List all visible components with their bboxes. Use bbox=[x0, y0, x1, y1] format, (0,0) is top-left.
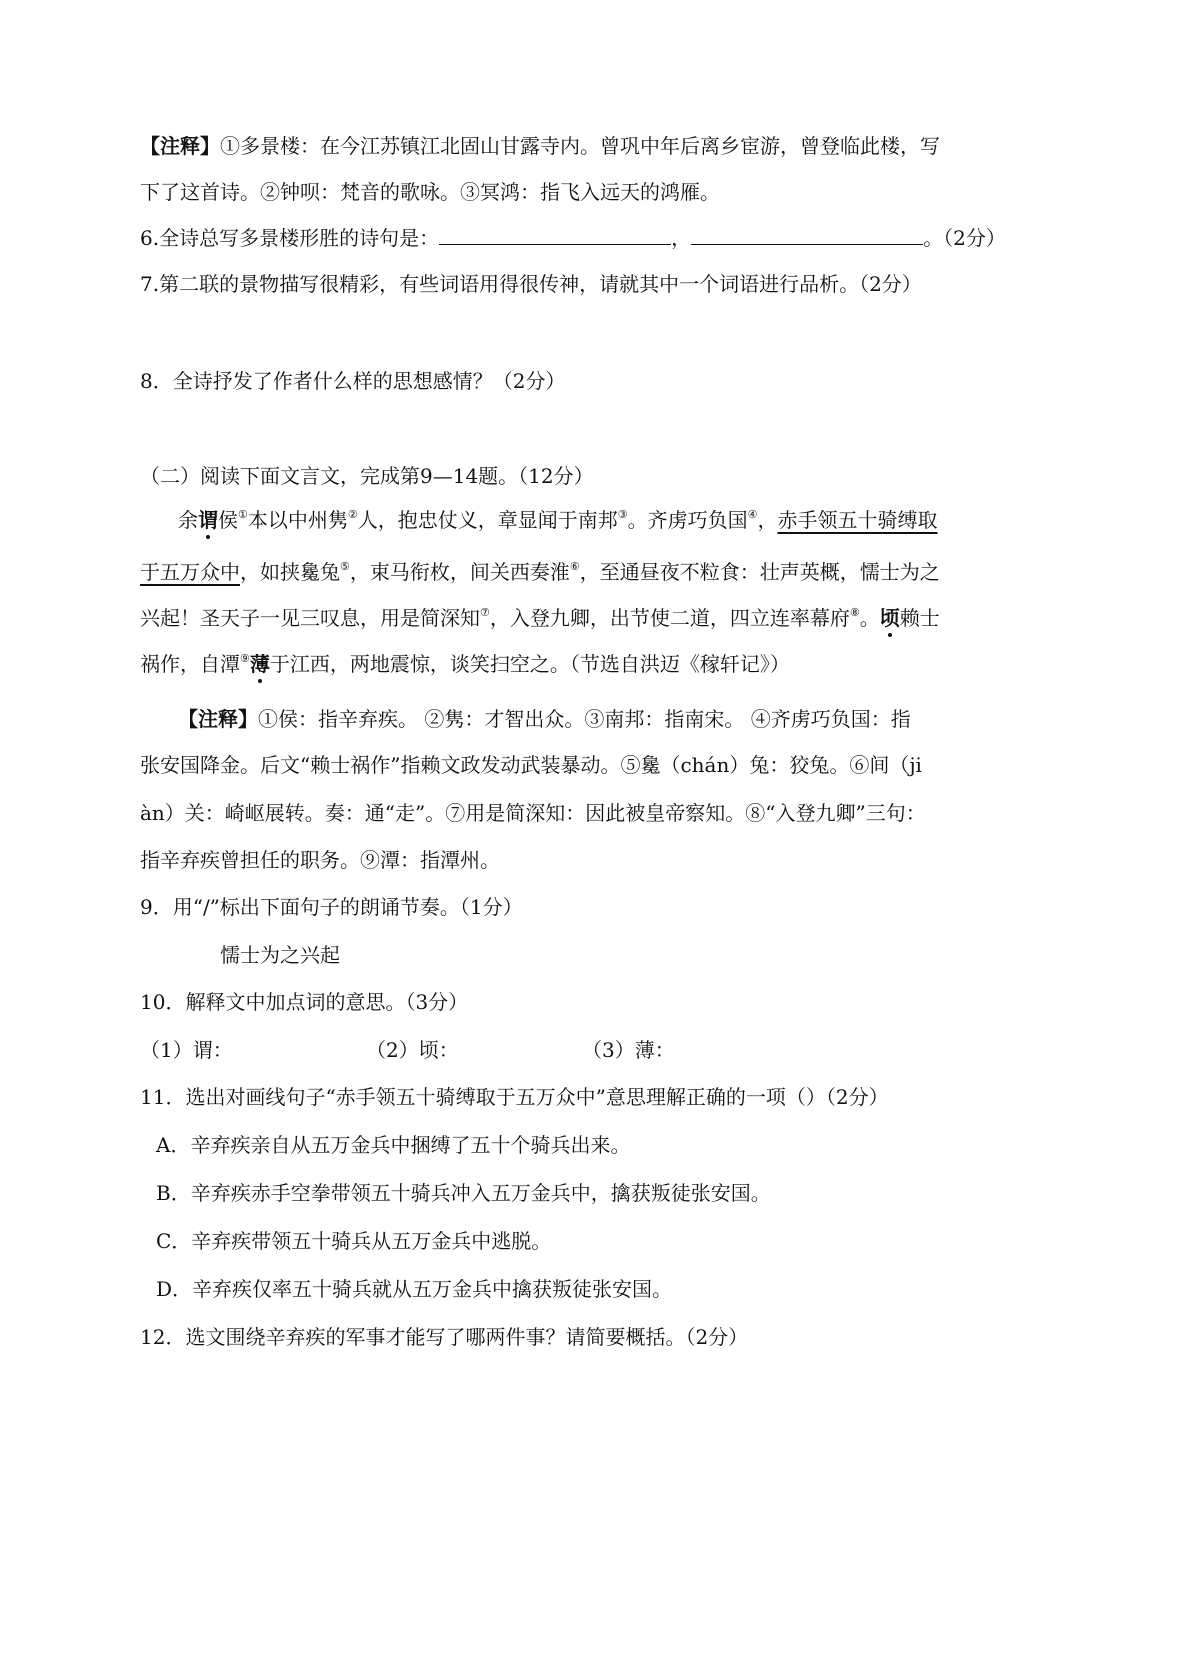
passage-line-2: 于五万众中，如挟毚兔⑤，束马衔枚，间关西奏淮⑥，至通昼夜不粒食：壮声英概，懦士为之 bbox=[140, 560, 940, 584]
note2-text: ①侯：指辛弃疾。 ②隽：才智出众。③南邦：指南宋。 ④齐虏巧负国：指 bbox=[258, 707, 911, 731]
q6-prefix: 6.全诗总写多景楼形胜的诗句是： bbox=[140, 226, 440, 250]
note1-label: 【注释】 bbox=[140, 134, 220, 158]
passage-line-4: 祸作，自潭⑨薄于江西，两地震惊，谈笑扫空之。（节选自洪迈《稼轩记》） bbox=[140, 652, 790, 676]
q6-score: 。（2分） bbox=[923, 226, 1006, 250]
q10-item-3: （3）薄： bbox=[582, 1038, 675, 1062]
footnote-1-ref: ① bbox=[238, 508, 248, 521]
q11-option-d[interactable]: D．辛弃疾仅率五十骑兵就从五万金兵中擒获叛徒张安国。 bbox=[156, 1277, 673, 1301]
note2-line1 bbox=[178, 704, 911, 734]
underlined-sentence-part-1: 赤手领五十骑缚取 bbox=[777, 508, 938, 532]
q10-item-1: （1）谓： bbox=[140, 1038, 233, 1062]
dotted-word-qing: 顷 bbox=[879, 606, 900, 630]
q11-option-a[interactable]: A．辛弃疾亲自从五万金兵中捆缚了五十个骑兵出来。 bbox=[156, 1133, 631, 1157]
note1-line1 bbox=[140, 131, 940, 161]
passage-line-1: 余谓侯①本以中州隽②人，抱忠仗义，章显闻于南邦③。齐虏巧负国④，赤手领五十骑缚取 bbox=[178, 508, 938, 532]
note1-text: ①多景楼：在今江苏镇江北固山甘露寺内。曾巩中年后离乡宦游，曾登临此楼，写 bbox=[220, 134, 940, 158]
question-10: 10．解释文中加点词的意思。（3分） bbox=[140, 990, 469, 1014]
q10-item-2: （2）顷： bbox=[366, 1038, 459, 1062]
footnote-2-ref: ② bbox=[347, 508, 358, 521]
footnote-8-ref: ⑧ bbox=[849, 606, 860, 619]
q9-sentence: 懦士为之兴起 bbox=[220, 943, 340, 967]
question-7: 7.第二联的景物描写很精彩，有些词语用得很传神，请就其中一个词语进行品析。（2分） bbox=[140, 272, 922, 296]
note2-label: 【注释】 bbox=[178, 707, 258, 731]
note2-line3: àn）关：崎岖展转。奏：通“走”。⑦用是简深知：因此被皇帝察知。⑧“入登九卿”三句： bbox=[140, 801, 926, 825]
q6-answer-blank-2[interactable] bbox=[691, 224, 923, 245]
footnote-5-ref: ⑤ bbox=[340, 560, 350, 573]
footnote-3-ref: ③ bbox=[617, 508, 628, 521]
footnote-9-ref: ⑨ bbox=[240, 652, 250, 665]
note1-line2: 下了这首诗。②钟呗：梵音的歌咏。③冥鸿：指飞入远天的鸿雁。 bbox=[140, 180, 720, 204]
question-6 bbox=[140, 223, 1006, 253]
underlined-sentence-part-2: 于五万众中 bbox=[140, 560, 240, 584]
note2-line2: 张安国降金。后文“赖士祸作”指赖文政发动武装暴动。⑤毚（chán）兔：狡兔。⑥间（ji bbox=[140, 753, 922, 777]
footnote-4-ref: ④ bbox=[747, 508, 758, 521]
question-11: 11．选出对画线句子“赤手领五十骑缚取于五万众中”意思理解正确的一项（）（2分） bbox=[140, 1085, 889, 1109]
footnote-6-ref: ⑥ bbox=[569, 560, 580, 573]
question-12: 12．选文围绕辛弃疾的军事才能写了哪两件事？请简要概括。（2分） bbox=[140, 1325, 749, 1349]
footnote-7-ref: ⑦ bbox=[480, 606, 490, 619]
q11-option-c[interactable]: C．辛弃疾带领五十骑兵从五万金兵中逃脱。 bbox=[156, 1229, 552, 1253]
note2-line4: 指辛弃疾曾担任的职务。⑨潭：指潭州。 bbox=[140, 848, 500, 872]
dotted-word-wei: 谓 bbox=[198, 508, 218, 532]
question-8: 8．全诗抒发了作者什么样的思想感情？（2分） bbox=[140, 369, 566, 393]
question-9: 9．用“/”标出下面句子的朗诵节奏。（1分） bbox=[140, 895, 523, 919]
q11-option-b[interactable]: B．辛弃疾赤手空拳带领五十骑兵冲入五万金兵中，擒获叛徒张安国。 bbox=[156, 1181, 771, 1205]
q6-answer-blank-1[interactable] bbox=[439, 224, 671, 245]
q6-separator: ， bbox=[671, 226, 692, 250]
passage-line-3: 兴起！圣天子一见三叹息，用是简深知⑦，入登九卿，出节使二道，四立连率幕府⑧。顷赖士 bbox=[140, 606, 940, 630]
section-2-heading: （二）阅读下面文言文，完成第9—14题。（12分） bbox=[140, 464, 594, 488]
dotted-word-bo: 薄 bbox=[249, 652, 270, 676]
